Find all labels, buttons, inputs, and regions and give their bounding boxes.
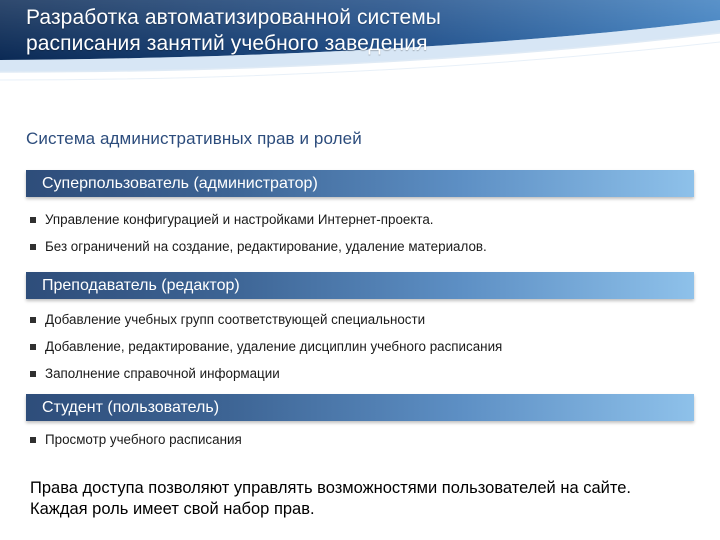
square-bullet-icon [30,371,36,377]
role-header-superuser [26,170,694,197]
role-title: Суперпользователь (администратор) [42,175,318,192]
list-item [30,210,487,237]
role-header-teacher [26,272,694,299]
role-student-list [30,430,242,457]
role-title: Преподаватель (редактор) [42,277,240,294]
role-superuser-list [30,210,487,264]
square-bullet-icon [30,244,36,250]
header-banner [0,0,720,96]
list-item-text: Добавление, редактирование, удаление дисциплин учебного расписания [45,339,503,354]
list-item [30,237,487,264]
title-line-1: Разработка автоматизированной системы [26,6,441,29]
square-bullet-icon [30,317,36,323]
title-line-2: расписания занятий учебного заведения [26,32,428,55]
list-item-text: Заполнение справочной информации [45,366,280,381]
list-item-text: Управление конфигурацией и настройками Интернет-проекта. [45,212,434,227]
section-subtitle: Система административных прав и ролей [26,129,362,148]
square-bullet-icon [30,217,36,223]
list-item [30,310,502,337]
square-bullet-icon [30,344,36,350]
page-title [26,5,586,57]
list-item [30,337,502,364]
role-teacher-list [30,310,502,391]
list-item-text: Добавление учебных групп соответствующей специальности [45,312,426,327]
square-bullet-icon [30,437,36,443]
list-item-text: Просмотр учебного расписания [45,432,242,447]
list-item [30,430,242,457]
list-item-text: Без ограничений на создание, редактирование, удаление материалов. [45,239,487,254]
footer-note: Права доступа позволяют управлять возможностями пользователей на сайте. Каждая роль имеет свой набор прав. [30,479,631,518]
role-header-student [26,394,694,421]
role-title: Студент (пользователь) [42,399,220,416]
list-item [30,364,502,391]
